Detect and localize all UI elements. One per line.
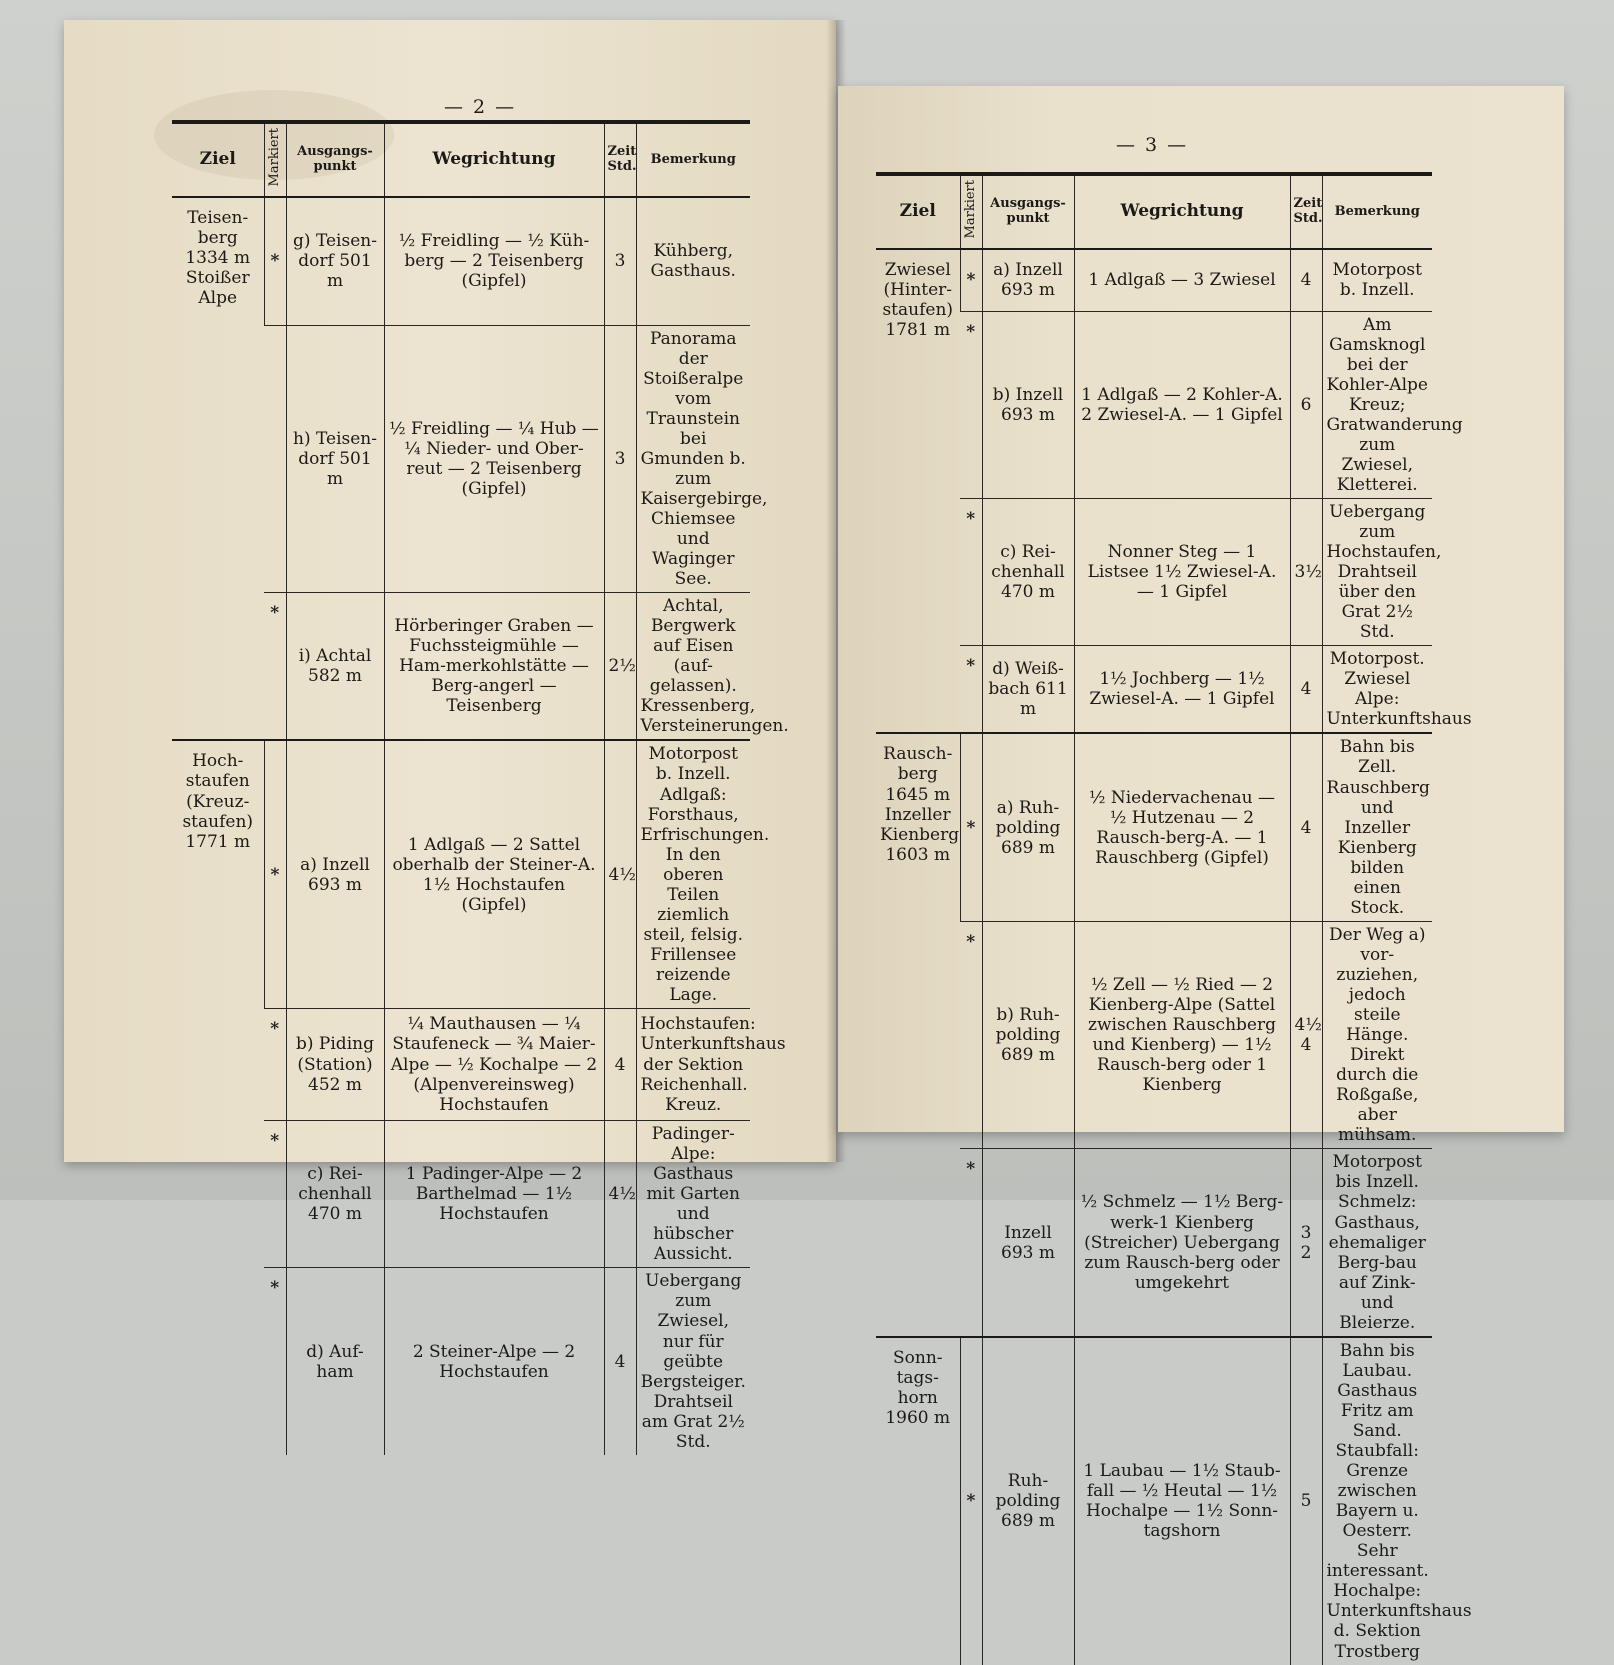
- bemerkung-cell: Hochstaufen: Unterkunftshaus der Sektion Reichenhall. Kreuz.: [636, 1009, 750, 1121]
- zeit-cell: 4: [604, 1009, 636, 1121]
- markiert-cell: *: [960, 498, 982, 645]
- wegrichtung-cell: 1 Padinger-Alpe — 2 Barthelmad — 1½ Hochstaufen: [384, 1121, 604, 1268]
- table-row: [876, 249, 1432, 311]
- bemerkung-cell: Uebergang zum Hochstaufen, Drahtseil über den Grat 2½ Std.: [1322, 498, 1432, 645]
- table-row: [876, 1337, 1432, 1665]
- header-bemerkung: Bemerkung: [1322, 174, 1432, 249]
- wegrichtung-cell: ½ Freidling — ¼ Hub — ¼ Nieder- und Ober-reut — 2 Teisenberg (Gipfel): [384, 325, 604, 593]
- markiert-cell: [264, 325, 286, 593]
- bemerkung-cell: Der Weg a) vor-zuziehen, jedoch steile Hänge. Direkt durch die Roßgaße, aber mühsam.: [1322, 921, 1432, 1149]
- wegrichtung-cell: 1½ Jochberg — 1½ Zwiesel-A. — 1 Gipfel: [1074, 646, 1290, 734]
- table-row: [876, 498, 1432, 645]
- table-row: [172, 740, 750, 1008]
- left-page: [64, 20, 836, 1452]
- bemerkung-cell: Motorpost b. Inzell. Adlgaß: Forsthaus, Erfrischungen. In den oberen Teilen ziemlich steil, felsig. Frillensee reizende Lage.: [636, 740, 750, 1008]
- header-ziel: Ziel: [199, 149, 236, 170]
- ausgangspunkt-cell: b) Inzell 693 m: [982, 311, 1074, 498]
- route-table: [876, 172, 1472, 1665]
- zeit-cell: 4½: [604, 1121, 636, 1268]
- zeit-cell: 4: [604, 1268, 636, 1455]
- right-page: [838, 86, 1564, 1662]
- bemerkung-cell: Am Gamsknogl bei der Kohler-Alpe Kreuz; Gratwanderung zum Zwiesel, Kletterei.: [1322, 311, 1432, 498]
- bemerkung-cell: Kühberg, Gasthaus.: [636, 197, 750, 325]
- ziel-cell: Hoch-staufen (Kreuz-staufen) 1771 m: [172, 740, 264, 1454]
- bemerkung-cell: Panorama der Stoißeralpe vom Traunstein bei Gmunden b. zum Kaisergebirge, Chiemsee und Waginger See.: [636, 325, 750, 593]
- markiert-cell: *: [960, 646, 982, 734]
- zeit-cell: 4: [1290, 733, 1322, 921]
- header-ausgangspunkt: Ausgangs-punkt: [286, 122, 384, 197]
- table-row: [876, 733, 1432, 921]
- markiert-cell: *: [264, 1268, 286, 1455]
- table-row: [172, 197, 750, 325]
- wegrichtung-cell: ¼ Mauthausen — ¼ Staufeneck — ¾ Maier-Alpe — ½ Kochalpe — 2 (Alpenvereinsweg) Hochstaufen: [384, 1009, 604, 1121]
- table-row: [876, 646, 1432, 734]
- markiert-cell: *: [960, 311, 982, 498]
- ausgangspunkt-cell: i) Achtal 582 m: [286, 593, 384, 741]
- bemerkung-cell: Motorpost b. Inzell.: [1322, 249, 1432, 311]
- markiert-cell: *: [960, 733, 982, 921]
- page-number: — 3 —: [1116, 134, 1189, 156]
- ziel-cell: Sonn-tags-horn 1960 m: [876, 1337, 960, 1665]
- zeit-cell: 5: [1290, 1337, 1322, 1665]
- markiert-cell: *: [264, 1009, 286, 1121]
- header-bemerkung: Bemerkung: [636, 122, 750, 197]
- header-markiert: [264, 122, 286, 197]
- bemerkung-cell: Bahn bis Laubau. Gasthaus Fritz am Sand. Staubfall: Grenze zwischen Bayern u. Oesterr. Sehr interessant. Hochalpe: Unterkunftshaus d. Sektion Trostberg: [1322, 1337, 1432, 1665]
- wegrichtung-cell: Nonner Steg — 1 Listsee 1½ Zwiesel-A. — 1 Gipfel: [1074, 498, 1290, 645]
- bemerkung-cell: Achtal, Bergwerk auf Eisen (auf-gelassen). Kressenberg, Versteinerungen.: [636, 593, 750, 741]
- table-row: [876, 1149, 1432, 1337]
- table-body: [876, 249, 1472, 1665]
- zeit-cell: 4: [1290, 249, 1322, 311]
- ausgangspunkt-cell: a) Ruh-polding 689 m: [982, 733, 1074, 921]
- markiert-cell: *: [264, 740, 286, 1008]
- ausgangspunkt-cell: h) Teisen-dorf 501 m: [286, 325, 384, 593]
- header-markiert-label: Markiert: [266, 128, 282, 187]
- wegrichtung-cell: 1 Adlgaß — 3 Zwiesel: [1074, 249, 1290, 311]
- wegrichtung-cell: 1 Adlgaß — 2 Kohler-A. 2 Zwiesel-A. — 1 Gipfel: [1074, 311, 1290, 498]
- ziel-cell: Zwiesel (Hinter-staufen) 1781 m: [876, 249, 960, 733]
- ausgangspunkt-cell: c) Rei-chenhall 470 m: [982, 498, 1074, 645]
- zeit-cell: 4½: [604, 740, 636, 1008]
- wegrichtung-cell: 1 Laubau — 1½ Staub-fall — ½ Heutal — 1½ Hochalpe — 1½ Sonn-tagshorn: [1074, 1337, 1290, 1665]
- header-row: [172, 122, 750, 197]
- table-header: [876, 174, 1432, 249]
- header-wegrichtung: Wegrichtung: [1074, 174, 1290, 249]
- zeit-cell: 3 2: [1290, 1149, 1322, 1337]
- header-markiert-label: Markiert: [962, 180, 978, 239]
- header-wegrichtung: Wegrichtung: [384, 122, 604, 197]
- ausgangspunkt-cell: a) Inzell 693 m: [286, 740, 384, 1008]
- ausgangspunkt-cell: c) Rei-chenhall 470 m: [286, 1121, 384, 1268]
- wegrichtung-cell: 1 Adlgaß — 2 Sattel oberhalb der Steiner-A. 1½ Hochstaufen (Gipfel): [384, 740, 604, 1008]
- wegrichtung-cell: ½ Zell — ½ Ried — 2 Kienberg-Alpe (Sattel zwischen Rauschberg und Kienberg) — 1½ Rausch-berg oder 1 Kienberg: [1074, 921, 1290, 1149]
- wegrichtung-cell: ½ Freidling — ½ Küh-berg — 2 Teisenberg (Gipfel): [384, 197, 604, 325]
- ausgangspunkt-cell: g) Teisen-dorf 501 m: [286, 197, 384, 325]
- ausgangspunkt-cell: b) Piding (Station) 452 m: [286, 1009, 384, 1121]
- markiert-cell: *: [960, 249, 982, 311]
- header-zeit: Zeit Std.: [1290, 174, 1322, 249]
- ausgangspunkt-cell: d) Auf-ham: [286, 1268, 384, 1455]
- markiert-cell: *: [264, 593, 286, 741]
- header-markiert: [960, 174, 982, 249]
- wegrichtung-cell: 2 Steiner-Alpe — 2 Hochstaufen: [384, 1268, 604, 1455]
- zeit-cell: 3: [604, 325, 636, 593]
- table-row: [876, 921, 1432, 1149]
- header-row: [876, 174, 1432, 249]
- markiert-cell: *: [960, 1149, 982, 1337]
- ziel-cell: Rausch-berg 1645 m Inzeller Kienberg 1603 m: [876, 733, 960, 1336]
- table-row: [876, 311, 1432, 498]
- header-zeit: Zeit Std.: [604, 122, 636, 197]
- markiert-cell: *: [960, 1337, 982, 1665]
- bemerkung-cell: Motorpost bis Inzell. Schmelz: Gasthaus, ehemaliger Berg-bau auf Zink- und Bleierze.: [1322, 1149, 1432, 1337]
- ausgangspunkt-cell: a) Inzell 693 m: [982, 249, 1074, 311]
- bemerkung-cell: Bahn bis Zell. Rauschberg und Inzeller Kienberg bilden einen Stock.: [1322, 733, 1432, 921]
- bemerkung-cell: Padinger-Alpe: Gasthaus mit Garten und hübscher Aussicht.: [636, 1121, 750, 1268]
- ausgangspunkt-cell: Ruh-polding 689 m: [982, 1337, 1074, 1665]
- page-number: — 2 —: [444, 96, 517, 118]
- table-body: [172, 197, 789, 1455]
- ausgangspunkt-cell: b) Ruh-polding 689 m: [982, 921, 1074, 1149]
- markiert-cell: *: [264, 197, 286, 325]
- markiert-cell: *: [264, 1121, 286, 1268]
- bemerkung-cell: Uebergang zum Zwiesel, nur für geübte Bergsteiger. Drahtseil am Grat 2½ Std.: [636, 1268, 750, 1455]
- markiert-cell: *: [960, 921, 982, 1149]
- zeit-cell: 6: [1290, 311, 1322, 498]
- wegrichtung-cell: ½ Niedervachenau — ½ Hutzenau — 2 Rausch-berg-A. — 1 Rauschberg (Gipfel): [1074, 733, 1290, 921]
- ziel-cell: Teisen-berg 1334 m Stoißer Alpe: [172, 197, 264, 740]
- header-ausgangspunkt: Ausgangs-punkt: [982, 174, 1074, 249]
- zeit-cell: 4½ 4: [1290, 921, 1322, 1149]
- ausgangspunkt-cell: d) Weiß-bach 611 m: [982, 646, 1074, 734]
- zeit-cell: 4: [1290, 646, 1322, 734]
- route-table: [172, 120, 789, 1455]
- wegrichtung-cell: ½ Schmelz — 1½ Berg-werk-1 Kienberg (Streicher) Uebergang zum Rausch-berg oder umgekehrt: [1074, 1149, 1290, 1337]
- bemerkung-cell: Motorpost. Zwiesel Alpe: Unterkunftshaus: [1322, 646, 1432, 734]
- header-ziel: Ziel: [899, 201, 936, 222]
- zeit-cell: 3½: [1290, 498, 1322, 645]
- wegrichtung-cell: Hörberinger Graben — Fuchssteigmühle — Ham-merkohlstätte — Berg-angerl — Teisenberg: [384, 593, 604, 741]
- zeit-cell: 3: [604, 197, 636, 325]
- zeit-cell: 2½: [604, 593, 636, 741]
- ausgangspunkt-cell: Inzell 693 m: [982, 1149, 1074, 1337]
- table-header: [172, 122, 750, 197]
